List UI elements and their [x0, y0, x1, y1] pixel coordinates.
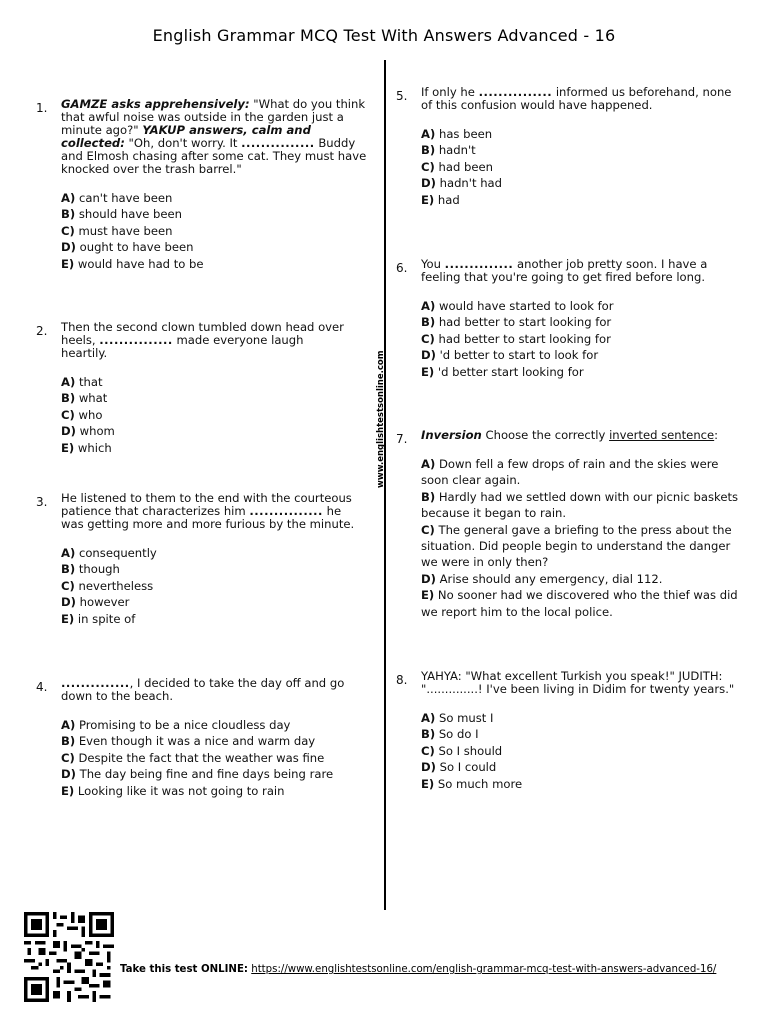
option-letter: B) [61, 391, 76, 406]
option-text: The general gave a briefing to the press about the situation. Did people begin to understand the danger we were in only then? [421, 522, 732, 570]
blank-placeholder: ............... [249, 504, 323, 518]
question-stem [421, 258, 716, 284]
question-6 [396, 258, 716, 380]
footer-label: Take this test ONLINE: [120, 964, 248, 975]
option-text: which [74, 440, 112, 455]
stem-text: another job pretty soon. I have a feeling that you're going to get fired before long. [421, 257, 708, 284]
answer-option[interactable] [421, 175, 736, 191]
option-letter: A) [421, 457, 436, 471]
answer-option[interactable] [421, 298, 716, 314]
answer-option[interactable] [421, 587, 741, 620]
option-text: Arise should any emergency, dial 112. [435, 571, 663, 586]
stem-text: Inversion [421, 428, 482, 442]
option-text: consequently [75, 546, 157, 560]
answer-option[interactable] [421, 726, 736, 742]
stem-text: , I decided to take the day off and go down to the beach. [61, 676, 345, 703]
answer-option[interactable] [421, 347, 716, 363]
question-stem [61, 677, 366, 703]
answer-option[interactable] [61, 390, 346, 406]
stem-text: You [421, 257, 445, 271]
option-letter: D) [61, 595, 76, 610]
qr-code-icon[interactable] [24, 912, 114, 1002]
blank-placeholder: ............... [99, 333, 173, 347]
stem-text: YAKUP answers, calm and collected: [61, 123, 311, 150]
option-letter: C) [61, 578, 75, 593]
stem-text: inverted sentence [609, 428, 715, 442]
options-list [421, 456, 741, 620]
option-text: had better to start looking for [435, 315, 612, 330]
option-letter: A) [61, 191, 76, 205]
stem-text: GAMZE asks apprehensively: [61, 97, 250, 111]
answer-option[interactable] [61, 594, 366, 610]
question-number: 7. [396, 432, 408, 446]
option-text: So much more [434, 776, 523, 791]
question-number: 8. [396, 673, 408, 687]
option-letter: C) [421, 522, 435, 537]
option-letter: B) [61, 734, 76, 749]
question-number: 3. [36, 495, 48, 509]
option-text: nevertheless [74, 578, 154, 593]
stem-text: Choose the correctly [481, 428, 610, 442]
stem-text: Buddy and Elmosh chasing after some cat. They must have knocked over the trash barrel." [61, 136, 367, 176]
option-letter: C) [421, 159, 435, 174]
test-online-link[interactable]: https://www.englishtestsonline.com/english-grammar-mcq-test-with-answers-advanced-16/ [251, 964, 717, 975]
options-list [61, 374, 346, 456]
option-text: Promising to be a nice cloudless day [75, 718, 291, 732]
answer-option[interactable] [421, 364, 716, 380]
option-text: what [75, 391, 108, 406]
option-text: had been [434, 159, 493, 174]
option-letter: B) [421, 727, 436, 742]
option-letter: C) [421, 743, 435, 758]
option-letter: B) [61, 207, 76, 222]
option-letter: D) [421, 176, 436, 191]
option-letter: E) [61, 440, 75, 455]
options-list [61, 717, 366, 799]
option-letter: C) [421, 331, 435, 346]
question-1 [36, 98, 376, 272]
option-letter: A) [421, 127, 436, 141]
answer-option[interactable] [61, 611, 366, 627]
option-letter: D) [61, 424, 76, 439]
question-number: 1. [36, 101, 48, 115]
option-text: whom [75, 424, 115, 439]
options-list [61, 545, 366, 627]
answer-option[interactable] [421, 142, 736, 158]
answer-option[interactable] [61, 190, 376, 206]
question-stem [421, 86, 736, 112]
option-letter: E) [421, 776, 435, 791]
stem-text: He listened to them to the end with the courteous patience that characterizes him [61, 491, 352, 518]
stem-text: Then the second clown tumbled down head over heels, [61, 320, 344, 347]
answer-option[interactable] [421, 571, 741, 587]
question-stem [61, 492, 366, 531]
question-4 [36, 677, 366, 799]
stem-text: informed us beforehand, none of this confusion would have happened. [421, 85, 732, 112]
answer-option[interactable] [61, 374, 346, 390]
option-letter: E) [61, 783, 75, 798]
option-letter: D) [421, 571, 436, 586]
answer-option[interactable] [61, 766, 366, 782]
option-letter: C) [61, 223, 75, 238]
option-text: Despite the fact that the weather was fine [74, 750, 325, 765]
question-number: 6. [396, 261, 408, 275]
answer-option[interactable] [61, 733, 366, 749]
option-text: Hardly had we settled down with our picnic baskets because it began to rain. [421, 489, 739, 521]
question-stem [421, 670, 736, 696]
question-number: 4. [36, 680, 48, 694]
options-list [421, 710, 736, 792]
option-letter: D) [61, 767, 76, 782]
blank-placeholder: .............. [61, 676, 130, 690]
option-letter: D) [61, 240, 76, 255]
option-letter: D) [421, 348, 436, 363]
answer-option[interactable] [61, 750, 366, 766]
answer-option[interactable] [421, 710, 736, 726]
stem-text: : [714, 428, 719, 442]
option-text: in spite of [74, 611, 136, 626]
answer-option[interactable] [421, 489, 741, 522]
option-text: who [74, 407, 103, 422]
answer-option[interactable] [421, 159, 736, 175]
option-letter: B) [421, 143, 436, 158]
option-text: So I could [435, 760, 497, 775]
option-text: has been [435, 127, 493, 141]
option-text: So do I [435, 727, 479, 742]
answer-option[interactable] [61, 561, 366, 577]
option-letter: A) [421, 711, 436, 725]
option-letter: E) [421, 588, 435, 603]
answer-option[interactable] [61, 239, 376, 255]
option-text: would have started to look for [435, 299, 614, 313]
option-letter: C) [61, 750, 75, 765]
option-text: can't have been [75, 191, 173, 205]
option-text: had better to start looking for [434, 331, 611, 346]
option-text: though [75, 562, 120, 577]
answer-option[interactable] [61, 423, 346, 439]
answer-option[interactable] [61, 578, 366, 594]
question-stem [61, 98, 376, 176]
answer-option[interactable] [61, 206, 376, 222]
answer-option[interactable] [421, 126, 736, 142]
option-text: So I should [434, 743, 503, 758]
stem-text: YAHYA: "What excellent Turkish you speak!" JUDITH: "..............! I've been living in Didim for twenty years." [421, 669, 735, 696]
option-letter: D) [421, 760, 436, 775]
answer-option[interactable] [421, 776, 736, 792]
options-list [421, 298, 716, 380]
stem-text: "Oh, don't worry. It [124, 136, 242, 150]
option-letter: A) [61, 718, 76, 732]
question-number: 5. [396, 89, 408, 103]
option-letter: B) [421, 489, 436, 504]
option-text: hadn't [435, 143, 476, 158]
answer-option[interactable] [421, 314, 716, 330]
option-text: 'd better start looking for [434, 364, 584, 379]
option-letter: B) [421, 315, 436, 330]
option-text: however [75, 595, 130, 610]
option-letter: E) [61, 611, 75, 626]
option-text: must have been [74, 223, 173, 238]
page-title: English Grammar MCQ Test With Answers Advanced - 16 [152, 26, 616, 45]
option-text: Even though it was a nice and warm day [75, 734, 316, 749]
answer-option[interactable] [421, 331, 716, 347]
answer-option[interactable] [61, 223, 376, 239]
option-letter: E) [421, 192, 435, 207]
answer-option[interactable] [61, 717, 366, 733]
option-letter: A) [61, 546, 76, 560]
option-text: Looking like it was not going to rain [74, 783, 285, 798]
answer-option[interactable] [421, 743, 736, 759]
option-text: No sooner had we discovered who the thief was did we report him to the local police. [421, 588, 738, 619]
blank-placeholder: .............. [444, 257, 514, 271]
answer-option[interactable] [61, 783, 366, 799]
answer-option[interactable] [61, 256, 376, 272]
option-letter: E) [61, 256, 75, 271]
option-text: that [75, 375, 103, 389]
option-letter: B) [61, 562, 76, 577]
stem-text: made everyone laugh heartily. [61, 333, 304, 360]
answer-option[interactable] [421, 192, 736, 208]
question-7 [396, 429, 741, 620]
answer-option[interactable] [61, 545, 366, 561]
footer [120, 964, 720, 977]
answer-option[interactable] [421, 759, 736, 775]
option-text: had [434, 192, 460, 207]
question-2 [36, 321, 346, 456]
answer-option[interactable] [61, 407, 346, 423]
option-text: ought to have been [75, 240, 194, 255]
answer-option[interactable] [61, 440, 346, 456]
option-text: would have had to be [74, 256, 204, 271]
blank-placeholder: ............... [241, 136, 315, 150]
option-text: should have been [75, 207, 183, 222]
answer-option[interactable] [421, 456, 741, 489]
stem-text: If only he [421, 85, 479, 99]
question-5 [396, 86, 736, 208]
blank-placeholder: ............... [478, 85, 553, 99]
option-text: Down fell a few drops of rain and the skies were soon clear again. [421, 457, 719, 488]
question-3 [36, 492, 366, 627]
option-letter: A) [421, 299, 436, 313]
question-number: 2. [36, 324, 48, 338]
option-letter: E) [421, 364, 435, 379]
side-website-label: www.englishtestsonline.com [376, 350, 386, 488]
option-text: The day being fine and fine days being rare [75, 767, 334, 782]
option-text: 'd better to start to look for [435, 348, 599, 363]
question-stem [61, 321, 346, 360]
stem-text: he was getting more and more furious by the minute. [61, 504, 355, 531]
options-list [61, 190, 376, 272]
option-text: So must I [435, 711, 494, 725]
stem-text: "What do you think that awful noise was outside in the garden just a minute ago?" [61, 97, 366, 137]
option-letter: A) [61, 375, 76, 389]
option-text: hadn't had [435, 176, 503, 191]
option-letter: C) [61, 407, 75, 422]
answer-option[interactable] [421, 522, 741, 571]
question-8 [396, 670, 736, 792]
question-stem [421, 429, 741, 442]
options-list [421, 126, 736, 208]
